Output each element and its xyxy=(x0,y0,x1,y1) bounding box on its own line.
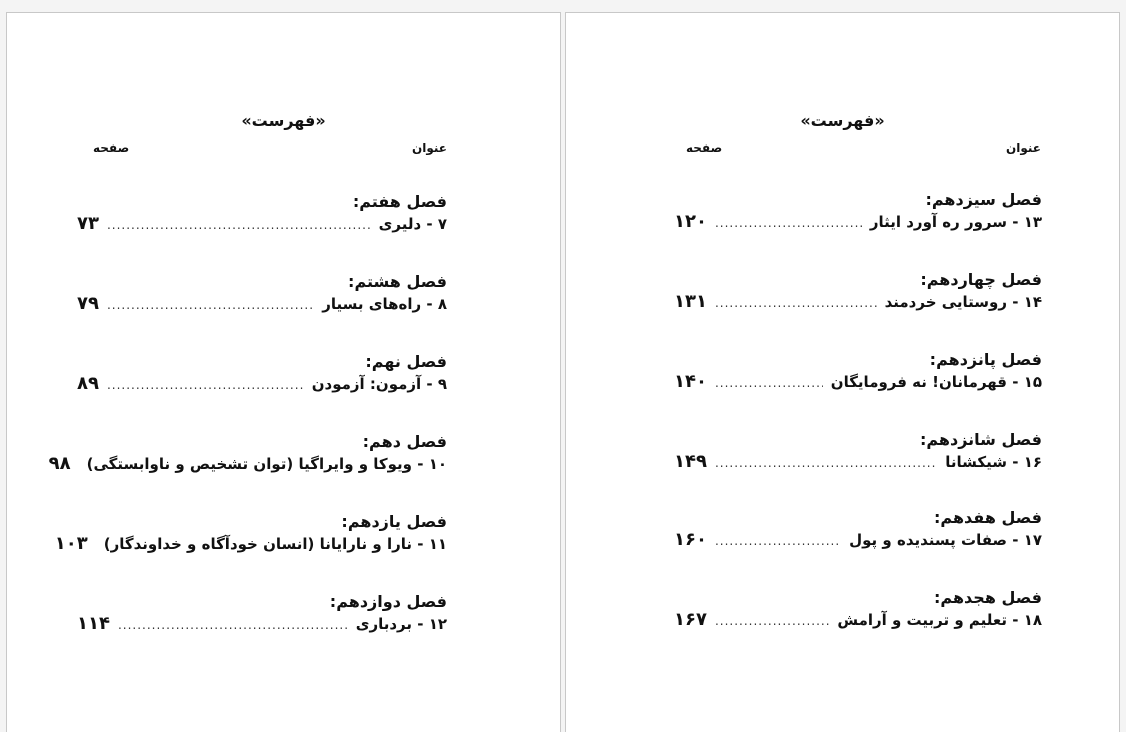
dot-leader xyxy=(715,292,877,314)
column-header-title: عنوان xyxy=(412,141,447,155)
chapter-heading: فصل دوازدهم: xyxy=(329,592,447,611)
toc-chapter xyxy=(674,349,1042,394)
entry-page-number: ۷۳ xyxy=(77,213,99,234)
entry-title: ۸ - راه‌های بسیار xyxy=(322,295,447,313)
entry-title: ۱۲ - بردباری xyxy=(355,615,447,633)
dot-leader xyxy=(107,374,304,396)
toc-chapter xyxy=(674,507,1042,552)
toc-chapter xyxy=(77,591,447,636)
entry-page-number: ۱۶۷ xyxy=(674,609,707,630)
entry-page-number: ۸۹ xyxy=(77,373,99,394)
entry-title: ۱۳ - سرور ره آورد ایثار xyxy=(869,213,1042,231)
chapter-heading: فصل هشتم: xyxy=(348,272,447,291)
toc-entry[interactable] xyxy=(48,453,447,476)
toc-chapter xyxy=(77,271,447,316)
toc-chapter xyxy=(54,511,447,556)
entry-title: ۱۸ - تعلیم و تربیت و آرامش xyxy=(837,611,1042,629)
toc-chapter xyxy=(674,269,1042,314)
toc-title: «فهرست» xyxy=(800,111,885,130)
chapter-heading: فصل چهاردهم: xyxy=(920,270,1042,289)
chapter-heading: فصل نهم: xyxy=(365,352,447,371)
toc-entry[interactable] xyxy=(674,211,1042,234)
column-header-page: صفحه xyxy=(686,141,723,155)
toc-entry[interactable] xyxy=(674,451,1042,474)
entry-page-number: ۱۶۰ xyxy=(674,529,707,550)
entry-title: ۱۷ - صفات پسندیده و پول xyxy=(849,531,1042,549)
entry-title: ۱۱ - نارا و نارایانا (انسان خودآگاه و خداوندگار) xyxy=(103,535,447,553)
toc-entry[interactable] xyxy=(674,291,1042,314)
toc-entry[interactable] xyxy=(77,613,447,636)
toc-entry[interactable] xyxy=(77,373,447,396)
dot-leader xyxy=(118,614,348,636)
toc-chapter xyxy=(674,429,1042,474)
entry-page-number: ۱۳۱ xyxy=(674,291,707,312)
chapter-heading: فصل پانزدهم: xyxy=(929,350,1042,369)
entry-title: ۱۰ - ویوکا و وایراگیا (توان تشخیص و ناوابستگی) xyxy=(86,455,447,473)
toc-entry[interactable] xyxy=(674,371,1042,394)
entry-page-number: ۱۰۳ xyxy=(54,533,88,554)
dot-leader xyxy=(715,452,937,474)
chapter-heading: فصل دهم: xyxy=(362,432,447,451)
entry-page-number: ۱۴۹ xyxy=(674,451,707,472)
chapter-heading: فصل هفتم: xyxy=(352,192,447,211)
toc-entry[interactable] xyxy=(77,293,447,316)
dot-leader xyxy=(715,372,823,394)
dot-leader xyxy=(107,294,314,316)
column-header-title: عنوان xyxy=(1006,141,1041,155)
column-header-page: صفحه xyxy=(93,141,130,155)
entry-page-number: ۹۸ xyxy=(48,453,71,474)
entry-page-number: ۱۴۰ xyxy=(674,371,707,392)
entry-title: ۱۵ - قهرمانان! نه فرومایگان xyxy=(830,373,1042,391)
entry-title: ۱۴ - روستایی خردمند xyxy=(884,293,1042,311)
toc-entry[interactable] xyxy=(54,533,447,556)
toc-chapter xyxy=(77,351,447,396)
chapter-heading: فصل هجدهم: xyxy=(934,588,1042,607)
dot-leader xyxy=(715,530,841,552)
toc-entry[interactable] xyxy=(77,213,447,236)
entry-page-number: ۱۲۰ xyxy=(674,211,707,232)
toc-entry[interactable] xyxy=(674,609,1042,632)
entry-title: ۱۶ - شیکشانا xyxy=(945,453,1042,471)
dot-leader xyxy=(107,214,371,236)
chapter-heading: فصل یازدهم: xyxy=(341,512,447,531)
chapter-heading: فصل سیزدهم: xyxy=(925,190,1042,209)
right-page xyxy=(565,12,1120,732)
toc-entry[interactable] xyxy=(674,529,1042,552)
toc-title: «فهرست» xyxy=(241,111,326,130)
entry-title: ۹ - آزمون: آزمودن xyxy=(311,375,447,393)
dot-leader xyxy=(715,610,829,632)
chapter-heading: فصل شانزدهم: xyxy=(919,430,1042,449)
dot-leader xyxy=(715,212,862,234)
entry-page-number: ۱۱۴ xyxy=(77,613,110,634)
toc-chapter xyxy=(674,587,1042,632)
entry-title: ۷ - دلیری xyxy=(378,215,447,233)
chapter-heading: فصل هفدهم: xyxy=(934,508,1042,527)
toc-chapter xyxy=(77,191,447,236)
toc-chapter xyxy=(674,189,1042,234)
entry-page-number: ۷۹ xyxy=(77,293,99,314)
toc-chapter xyxy=(48,431,447,476)
left-page xyxy=(6,12,561,732)
